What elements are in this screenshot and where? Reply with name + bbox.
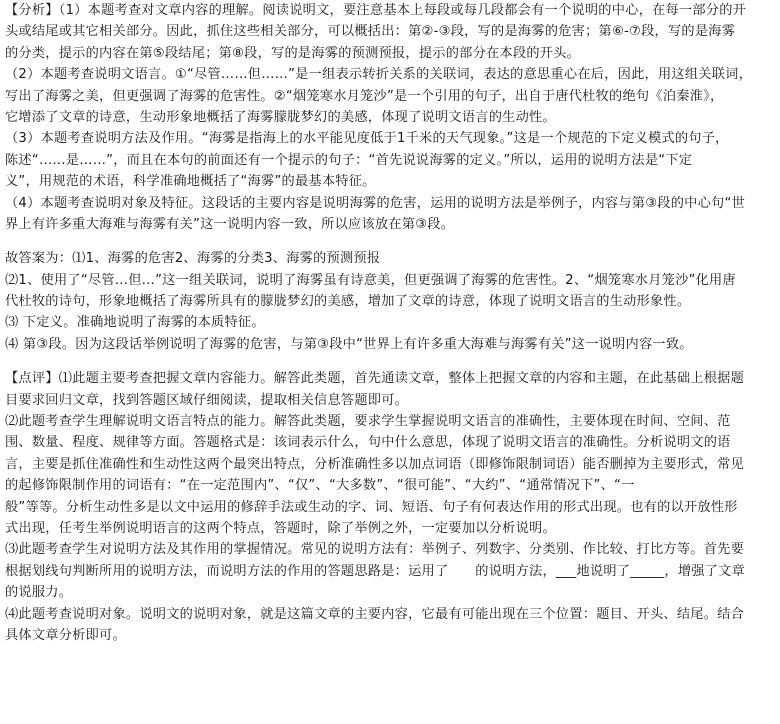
analysis-line: 的分类，提示的内容在第⑤段结尾；第⑧段，写的是海雾的预测预报，提示的部分在本段的开头。 — [5, 45, 581, 61]
analysis-section — [5, 0, 774, 235]
analysis-line: 头或结尾或其它相关部分。因此，抓住这些相关部分，可以概括出：第②-③段，写的是海雾的危害；第⑥-⑦段，写的是海雾 — [5, 24, 736, 40]
answer-line: ⑵1、使用了“尽管…但…”这一组关联词，说明了海雾虽有诗意美，但更强调了海雾的危害性。2、“烟笼寒水月笼沙”化用唐 — [5, 272, 736, 288]
comment-line: 的说服力。 — [5, 585, 73, 601]
answer-line: 代杜牧的诗句，形象地概括了海雾所具有的朦胧梦幻的美感，增加了文章的诗意，体现了说明文语言的生动形象性。 — [5, 294, 691, 310]
analysis-line: 陈述“……是……”，而且在本句的前面还有一个提示的句子：“首先说说海雾的定义。”所以，运用的说明方法是“下定 — [5, 152, 693, 168]
analysis-line: 它增添了文章的诗意，生动形象地概括了海雾朦胧梦幻的美感，体现了说明文语言的生动性。 — [5, 109, 556, 125]
comment-line: 围、数量、程度、规律等方面。答题格式是：该词表示什么，句中什么意思，体现了说明文语言的准确性。分析说明文的语 — [5, 435, 731, 451]
comment-line: ⑶此题考查学生对说明方法及其作用的掌握情况。常见的说明方法有：举例子、列数字、分类别、作比较、打比方等。首先要 — [5, 542, 745, 558]
analysis-line: 界上有许多重大海难与海雾有关”这一说明内容一致，所以应该放在第③段。 — [5, 216, 455, 232]
comment-line: 言，主要是抓住准确性和生动性这两个最突出特点，分析准确性多以加点词语（即修饰限制词语）能否删掉为主要形式，常见 — [5, 456, 745, 472]
comment-line: 根据划线句判断所用的说明方法，而说明方法的作用的答题思路是：运用了 的说明方法，___地说明了_____，增强了文章 — [5, 563, 746, 579]
comment-line: 【点评】⑴此题主要考查把握文章内容能力。解答此类题，首先通读文章，整体上把握文章的内容和主题，在此基础上根据题 — [5, 371, 745, 387]
analysis-line: 义”，用规范的术语，科学准确地概括了“海雾”的最基本特征。 — [5, 174, 376, 190]
answer-line: ⑷ 第③段。因为这段话举例说明了海雾的危害，与第③段中“世界上有许多重大海难与海雾有关”这一说明内容一致。 — [5, 336, 693, 352]
comment-line: 般”等等。分析生动性多是以文中运用的修辞手法或生动的字、词、短语、句子有何表达作用的形式出现。也有的以开放性形 — [5, 499, 738, 515]
analysis-line: （2）本题考查说明文语言。①“尽管……但……”是一组表示转折关系的关联词，表达的意思重心在后，因此，用这组关联词， — [5, 67, 753, 83]
comment-line: 具体文章分析即可。 — [5, 627, 126, 643]
analysis-line: 【分析】（1）本题考查对文章内容的理解。阅读说明文，要注意基本上每段或每几段都会有一个说明的中心，在每一部分的开 — [5, 3, 747, 18]
comment-line: 的起修饰限制作用的词语有：“在一定范围内”、“仅”、“大多数”、“很可能”、“大约”、“通常情况下”、“一 — [5, 478, 635, 494]
comment-line: ⑷此题考查说明对象。说明文的说明对象，就是这篇文章的主要内容，它最有可能出现在三个位置：题目、开头、结尾。结合 — [5, 606, 745, 622]
comment-section — [5, 368, 774, 646]
answer-line: ⑶ 下定义。准确地说明了海雾的本质特征。 — [5, 315, 265, 331]
section-spacer — [5, 235, 774, 248]
analysis-line: （4）本题考查说明对象及特征。这段话的主要内容是说明海雾的危害，运用的说明方法是举例子，内容与第③段的中心句“世 — [5, 195, 745, 211]
analysis-line: 写出了海雾之美，但更强调了海雾的危害性。②“烟笼寒水月笼沙”是一个引用的句子，出自于唐代杜牧的绝句《泊秦淮》， — [5, 88, 724, 104]
comment-line: 式出现，任考生举例说明语言的这两个特点，答题时，除了举例之外，一定要加以分析说明。 — [5, 520, 556, 536]
answer-section — [5, 248, 774, 355]
comment-line: 目要求回归文章，找到答题区域仔细阅读，提取相关信息答题即可。 — [5, 392, 409, 408]
analysis-line: （3）本题考查说明方法及作用。“海雾是指海上的水平能见度低于1千米的天气现象。”这是一个规范的下定义模式的句子， — [5, 131, 729, 147]
answer-line: 故答案为：⑴1、海雾的危害2、海雾的分类3、海雾的预测预报 — [5, 251, 381, 267]
section-spacer — [5, 355, 774, 368]
comment-line: ⑵此题考查学生理解说明文语言特点的能力。解答此类题，要求学生掌握说明文语言的准确性，主要体现在时间、空间、范 — [5, 414, 731, 430]
